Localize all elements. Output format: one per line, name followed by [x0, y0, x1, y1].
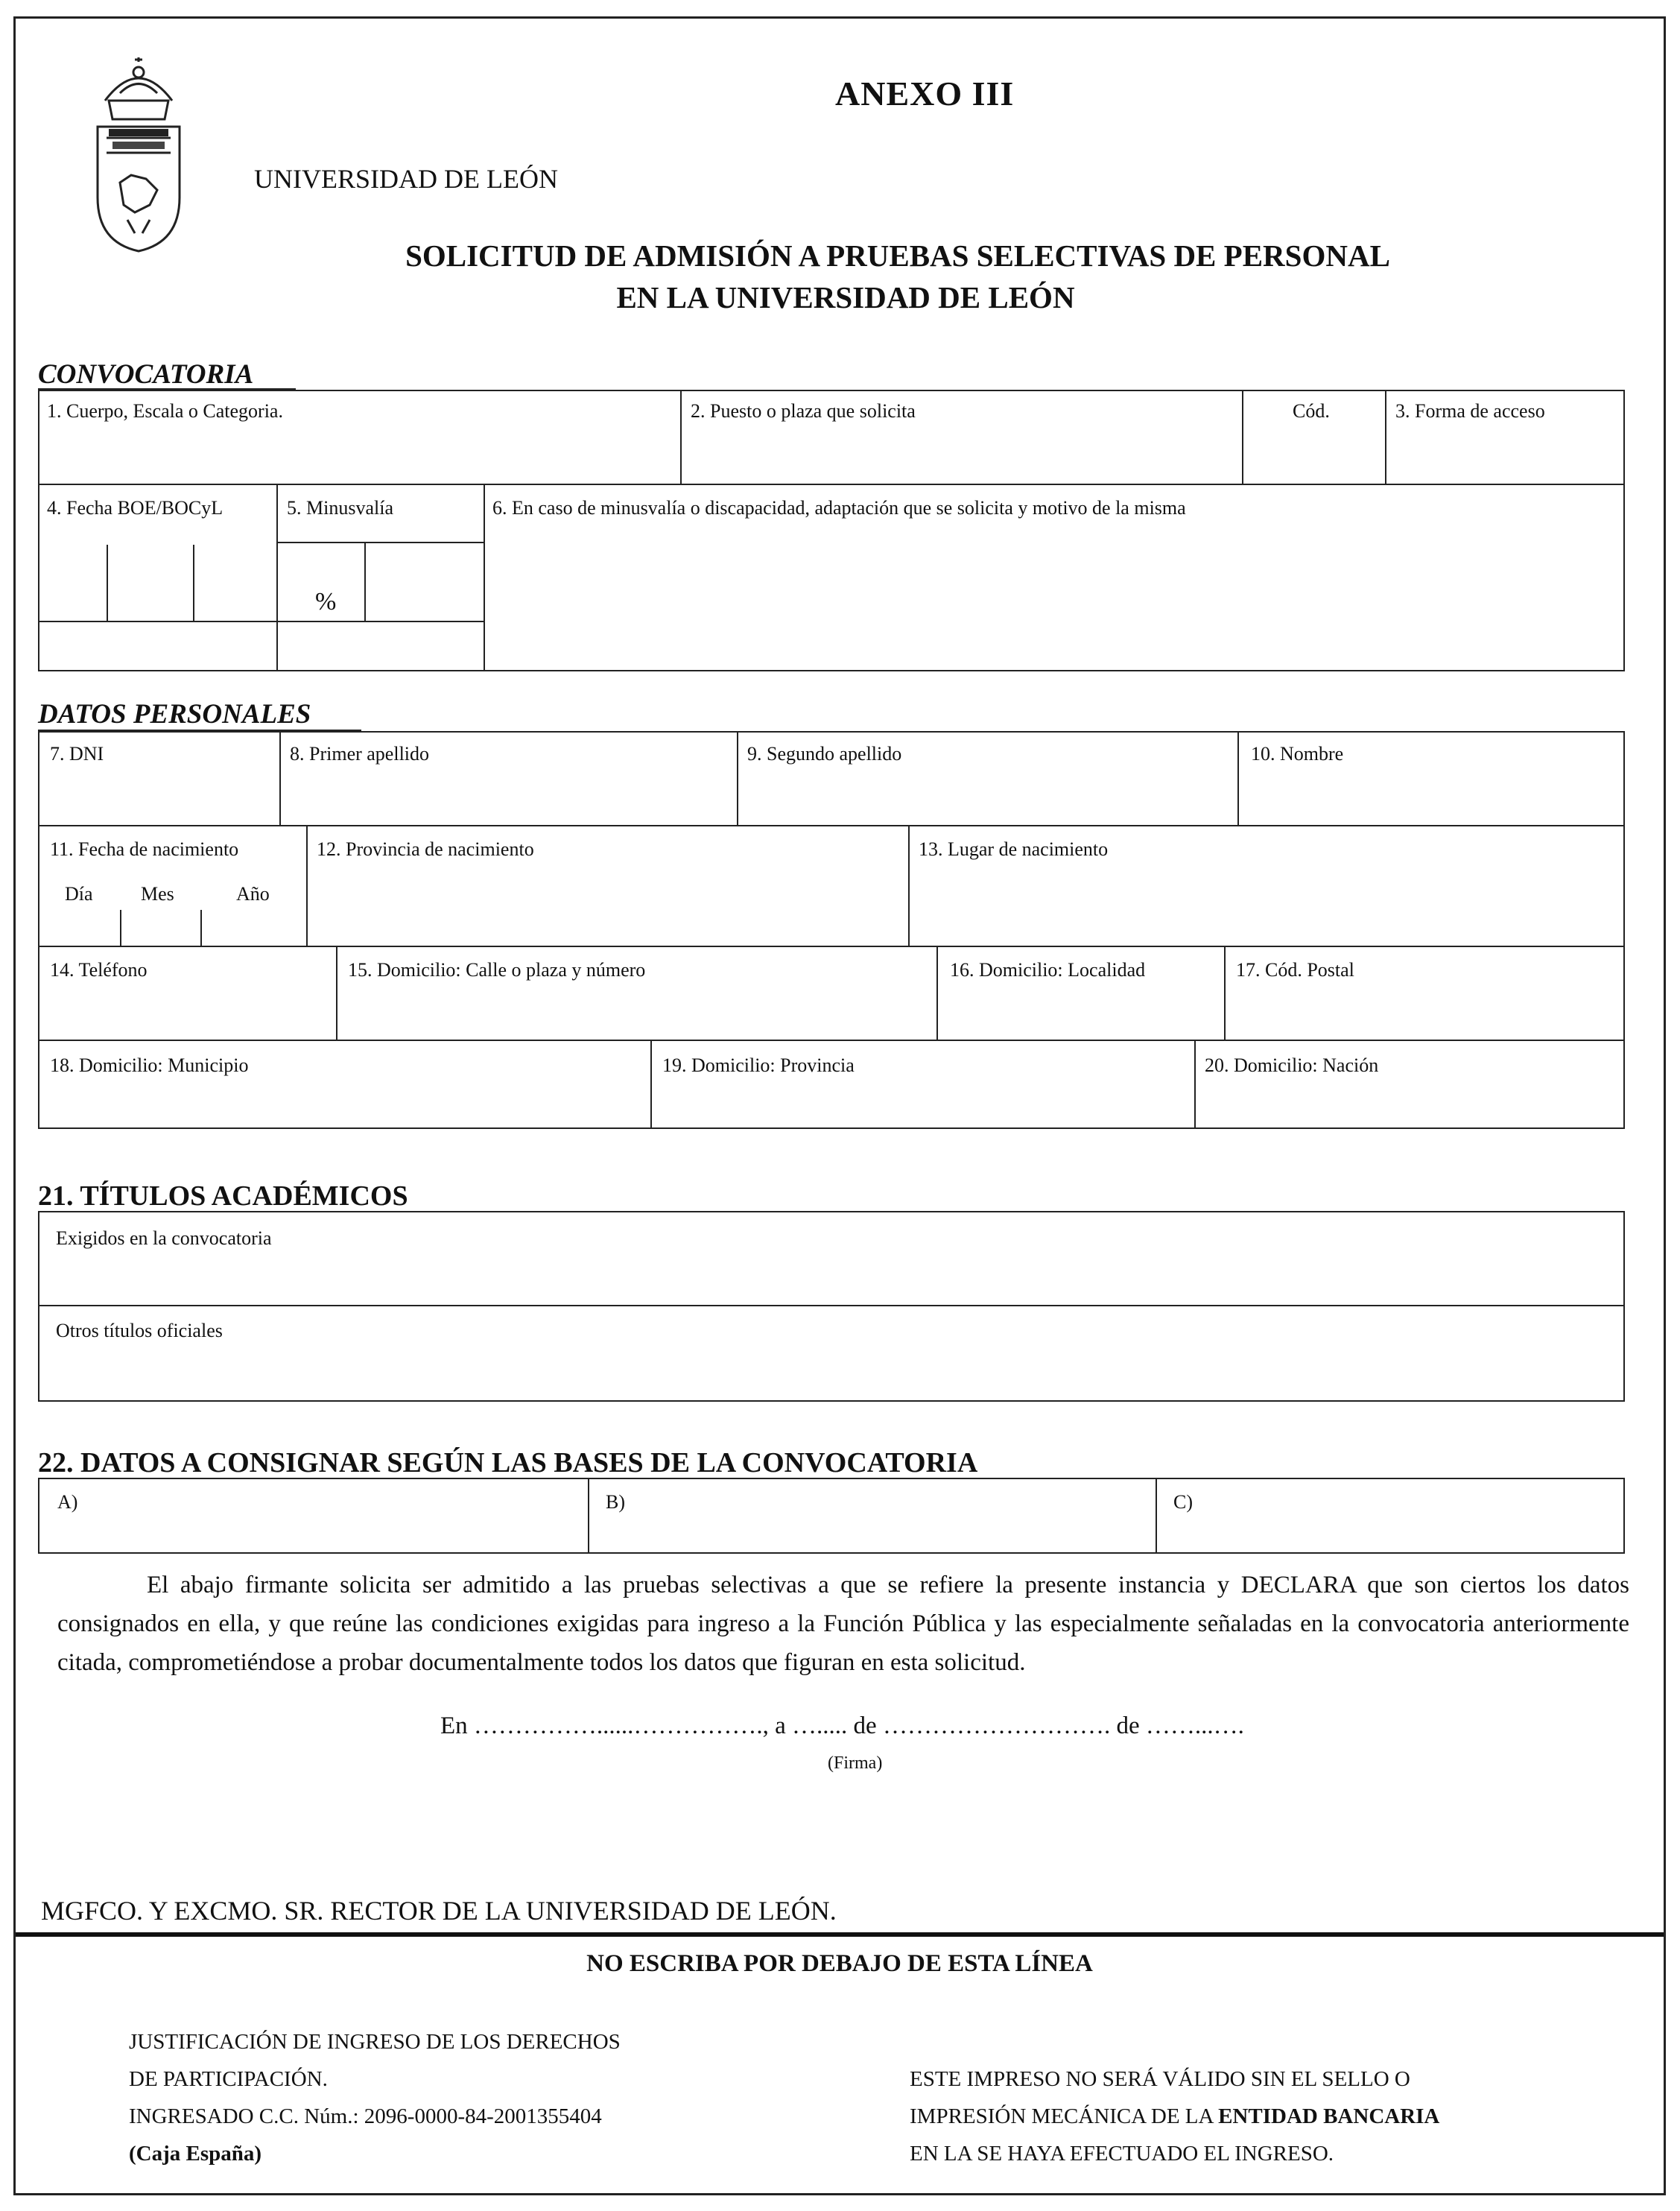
day-label: Día: [65, 883, 93, 905]
field-lugar-nacimiento-label: 13. Lugar de nacimiento: [919, 838, 1109, 860]
do-not-write-notice: NO ESCRIBA POR DEBAJO DE ESTA LÍNEA: [586, 1950, 1093, 1977]
bank-name: (Caja España): [129, 2142, 262, 2166]
validity-line-1: ESTE IMPRESO NO SERÁ VÁLIDO SIN EL SELLO O: [910, 2067, 1410, 2091]
validity-line-2: [910, 2098, 1439, 2135]
validity-line-2-text: IMPRESIÓN MECÁNICA DE LA: [910, 2104, 1219, 2128]
field-base-a[interactable]: [39, 1479, 589, 1552]
field-codigo-postal[interactable]: [1226, 947, 1625, 1041]
field-telefono[interactable]: [39, 947, 337, 1041]
field-otros-titulos[interactable]: [39, 1306, 1623, 1400]
validity-line-2-bold: ENTIDAD BANCARIA: [1218, 2104, 1440, 2128]
field-cod[interactable]: [1243, 391, 1386, 485]
field-domicilio-nacion-label: 20. Domicilio: Nación: [1205, 1054, 1379, 1076]
field-domicilio-municipio-label: 18. Domicilio: Municipio: [50, 1054, 249, 1076]
university-name: UNIVERSIDAD DE LEÓN: [254, 164, 558, 194]
field-lugar-nacimiento[interactable]: [910, 826, 1625, 947]
field-base-c[interactable]: [1157, 1479, 1623, 1552]
field-nombre[interactable]: [1239, 733, 1625, 826]
field-telefono-label: 14. Teléfono: [50, 959, 148, 981]
field-fecha-nacimiento-label: 11. Fecha de nacimiento: [50, 838, 239, 860]
field-cod-label: Cód.: [1293, 400, 1330, 422]
field-domicilio-localidad-label: 16. Domicilio: Localidad: [950, 959, 1146, 981]
section-convocatoria-heading: CONVOCATORIA: [38, 359, 254, 390]
field-forma-acceso-label: 3. Forma de acceso: [1395, 400, 1545, 422]
field-provincia-nacimiento[interactable]: [308, 826, 910, 947]
field-dni[interactable]: [39, 733, 281, 826]
field-puesto-plaza-label: 2. Puesto o plaza que solicita: [691, 400, 916, 422]
field-cuerpo-escala[interactable]: [39, 391, 682, 485]
field-cuerpo-escala-label: 1. Cuerpo, Escala o Categoria.: [47, 400, 283, 422]
bases-table: [38, 1478, 1625, 1554]
year-label: Año: [236, 883, 270, 905]
validity-line-3: EN LA SE HAYA EFECTUADO EL INGRESO.: [910, 2142, 1334, 2166]
signature-label: (Firma): [828, 1753, 883, 1773]
field-otros-titulos-label: Otros títulos oficiales: [56, 1320, 223, 1341]
percent-sign: %: [315, 588, 337, 616]
field-titulos-exigidos[interactable]: [39, 1212, 1623, 1306]
field-domicilio-calle[interactable]: [337, 947, 938, 1041]
field-provincia-nacimiento-label: 12. Provincia de nacimiento: [317, 838, 534, 860]
convocatoria-table: [38, 390, 1625, 671]
field-domicilio-calle-label: 15. Domicilio: Calle o plaza y número: [348, 959, 646, 981]
university-seal-icon: [90, 56, 187, 257]
field-titulos-exigidos-label: Exigidos en la convocatoria: [56, 1227, 272, 1249]
addressee-line: MGFCO. Y EXCMO. SR. RECTOR DE LA UNIVERSIDAD DE LEÓN.: [41, 1896, 837, 1926]
cutoff-line: [16, 1932, 1664, 1937]
field-fecha-nacimiento[interactable]: [39, 826, 308, 947]
validity-notice: [910, 2060, 1439, 2172]
field-adaptacion[interactable]: [485, 485, 1625, 671]
payment-line-2: DE PARTICIPACIÓN.: [129, 2067, 328, 2091]
field-domicilio-provincia-label: 19. Domicilio: Provincia: [662, 1054, 855, 1076]
field-primer-apellido[interactable]: [281, 733, 738, 826]
field-segundo-apellido-label: 9. Segundo apellido: [747, 743, 902, 765]
annex-title: ANEXO III: [835, 75, 1015, 113]
field-domicilio-provincia[interactable]: [652, 1041, 1196, 1129]
field-dni-label: 7. DNI: [50, 743, 104, 765]
form-page: [13, 16, 1666, 2195]
form-title-line2: EN LA UNIVERSIDAD DE LEÓN: [616, 280, 1075, 314]
field-base-b[interactable]: [589, 1479, 1157, 1552]
section-titulos-heading: 21. TÍTULOS ACADÉMICOS: [38, 1180, 408, 1212]
month-label: Mes: [141, 883, 174, 905]
titulos-table: [38, 1211, 1625, 1402]
section-bases-heading: 22. DATOS A CONSIGNAR SEGÚN LAS BASES DE LA CONVOCATORIA: [38, 1447, 978, 1478]
field-puesto-plaza[interactable]: [682, 391, 1243, 485]
field-nombre-label: 10. Nombre: [1251, 743, 1344, 765]
field-minusvalia-label: 5. Minusvalía: [287, 497, 393, 519]
field-forma-acceso[interactable]: [1386, 391, 1625, 485]
field-fecha-boe-label: 4. Fecha BOE/BOCyL: [47, 497, 224, 519]
place-date-line[interactable]: En ……………......……………., a …..... de ………………………. de ……...….: [440, 1712, 1244, 1739]
field-segundo-apellido[interactable]: [738, 733, 1239, 826]
field-base-a-label: A): [57, 1491, 78, 1513]
payment-line-1: JUSTIFICACIÓN DE INGRESO DE LOS DERECHOS: [129, 2030, 621, 2054]
payment-account-line: INGRESADO C.C. Núm.: 2096-0000-84-2001355404: [129, 2104, 602, 2128]
field-minusvalia[interactable]: [278, 485, 485, 671]
datos-personales-table: [38, 731, 1625, 1129]
field-codigo-postal-label: 17. Cód. Postal: [1236, 959, 1354, 981]
field-base-c-label: C): [1173, 1491, 1193, 1513]
payment-justification: [129, 2023, 621, 2172]
field-adaptacion-label: 6. En caso de minusvalía o discapacidad, adaptación que se solicita y motivo de la misma: [492, 497, 1186, 519]
field-primer-apellido-label: 8. Primer apellido: [290, 743, 430, 765]
field-fecha-boe[interactable]: [39, 485, 278, 671]
declaration-paragraph: El abajo firmante solicita ser admitido a las pruebas selectivas a que se refiere la presente instancia y DECLARA que son ciertos los datos consignados en ella, y que reúne las condiciones exigidas para ingreso a la Función Pública y las especialmente señaladas en la convocatoria anteriormente citada, comprometiéndose a probar documentalmente todos los datos que figuran en esta solicitud.: [57, 1572, 1629, 1676]
field-domicilio-municipio[interactable]: [39, 1041, 652, 1129]
field-domicilio-localidad[interactable]: [938, 947, 1226, 1041]
section-datos-personales-heading: DATOS PERSONALES: [38, 699, 311, 730]
field-base-b-label: B): [606, 1491, 625, 1513]
form-title-line1: SOLICITUD DE ADMISIÓN A PRUEBAS SELECTIVAS DE PERSONAL: [405, 238, 1390, 273]
field-domicilio-nacion[interactable]: [1196, 1041, 1625, 1129]
